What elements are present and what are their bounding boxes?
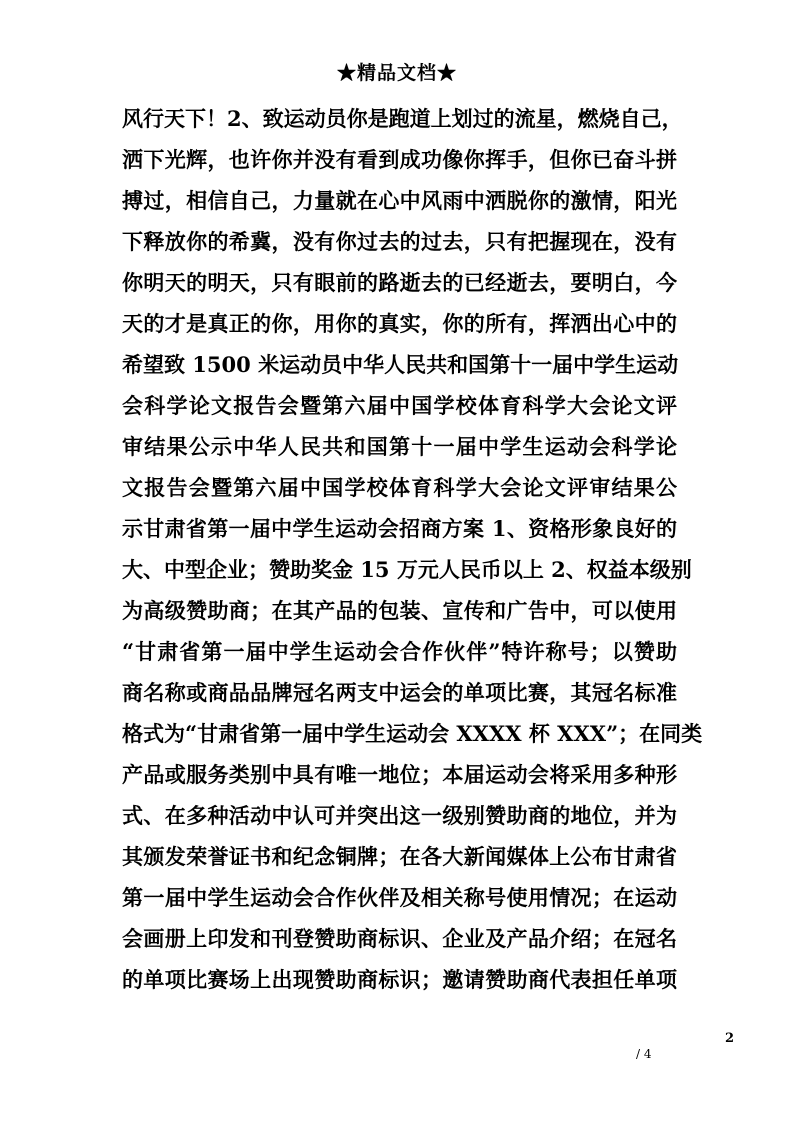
text-line: “甘肃省第一届中学生运动会合作伙伴”特许称号；以赞助 bbox=[122, 639, 677, 664]
page-number: 2 bbox=[725, 1031, 735, 1046]
text-line: 产品或服务类别中具有唯一地位；本届运动会将采用多种形 bbox=[122, 762, 677, 787]
text-line: 你明天的明天，只有眼前的路逝去的已经逝去，要明白，今 bbox=[122, 270, 677, 295]
text-line: 式、在多种活动中认可并突出这一级别赞助商的地位，并为 bbox=[122, 803, 677, 828]
text-line: 希望致 1500 米运动员中华人民共和国第十一届中学生运动 bbox=[122, 352, 679, 377]
page-total: / 4 bbox=[636, 1047, 652, 1061]
text-line: 大、中型企业；赞助奖金 15 万元人民币以上 2、权益本级别 bbox=[122, 557, 692, 582]
text-line: 搏过，相信自己，力量就在心中风雨中洒脱你的激情，阳光 bbox=[122, 188, 677, 213]
text-line: 文报告会暨第六届中国学校体育科学大会论文评审结果公 bbox=[122, 475, 677, 500]
text-line: 下释放你的希冀，没有你过去的过去，只有把握现在，没有 bbox=[122, 229, 677, 254]
text-line: 为高级赞助商；在其产品的包装、宣传和广告中，可以使用 bbox=[122, 598, 677, 623]
text-line: 审结果公示中华人民共和国第十一届中学生运动会科学论 bbox=[122, 434, 677, 459]
text-line: 会科学论文报告会暨第六届中国学校体育科学大会论文评 bbox=[122, 393, 677, 418]
text-line: 风行天下！2、致运动员你是跑道上划过的流星，燃烧自己， bbox=[122, 106, 683, 131]
text-line: 格式为“甘肃省第一届中学生运动会 XXXX 杯 XXX”；在同类 bbox=[122, 721, 703, 746]
text-line: 第一届中学生运动会合作伙伴及相关称号使用情况；在运动 bbox=[122, 885, 677, 910]
document-header: ★精品文档★ bbox=[336, 62, 457, 84]
body-text bbox=[122, 98, 703, 1000]
text-line: 的单项比赛场上出现赞助商标识；邀请赞助商代表担任单项 bbox=[122, 967, 677, 992]
text-line: 其颁发荣誉证书和纪念铜牌；在各大新闻媒体上公布甘肃省 bbox=[122, 844, 677, 869]
text-line: 示甘肃省第一届中学生运动会招商方案 1、资格形象良好的 bbox=[122, 516, 677, 541]
text-line: 洒下光辉，也许你并没有看到成功像你挥手，但你已奋斗拼 bbox=[122, 147, 677, 172]
text-line: 天的才是真正的你，用你的真实，你的所有，挥洒出心中的 bbox=[122, 311, 677, 336]
text-line: 会画册上印发和刊登赞助商标识、企业及产品介绍；在冠名 bbox=[122, 926, 677, 951]
text-line: 商名称或商品品牌冠名两支中运会的单项比赛，其冠名标准 bbox=[122, 680, 677, 705]
